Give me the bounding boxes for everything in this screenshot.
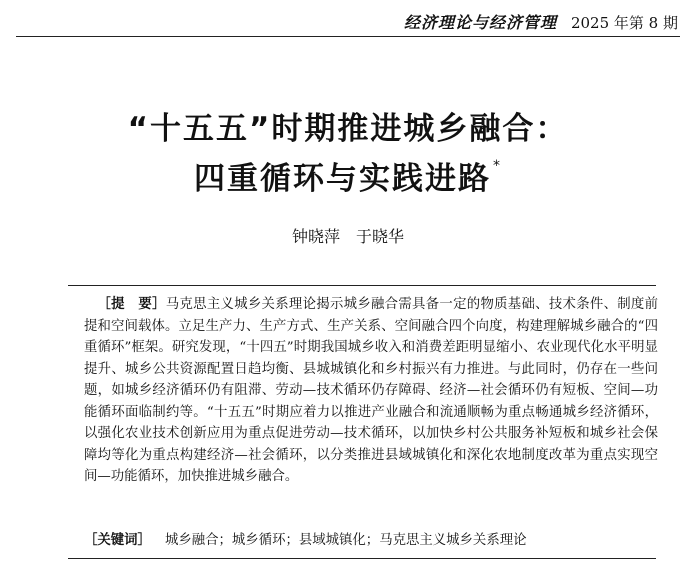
journal-name: 经济理论与经济管理 xyxy=(403,13,557,32)
article-title-line1: “十五五”时期推进城乡融合： xyxy=(127,111,569,147)
running-header xyxy=(404,10,678,33)
article-title-line2 xyxy=(0,153,696,198)
abstract-label: ［提 要］ xyxy=(97,297,166,312)
abstract-paragraph xyxy=(84,294,658,488)
keywords-line xyxy=(84,530,658,551)
authors: 钟晓萍 于晓华 xyxy=(291,227,404,246)
keywords-label: ［关键词］ xyxy=(84,533,151,548)
header-rule xyxy=(16,36,680,37)
title-footnote-mark: * xyxy=(493,157,502,174)
abstract-text: 马克思主义城乡关系理论揭示城乡融合需具备一定的物质基础、技术条件、制度前提和空间载体。立足生产力、生产方式、生产关系、空间融合四个向度，构建理解城乡融合的“四重循环”框架。研究发现，“十四五”时期我国城乡收入和消费差距明显缩小、农业现代化水平明显提升、城乡公共资源配置日趋均衡、县城城镇化和乡村振兴有力推进。与此同时，仍存在一些问题，如城乡经济循环仍有阻滞、劳动—技术循环仍存障碍、经济—社会循环仍有短板、空间—功能循环面临制约等。“十五五”时期应着力以推进产业融合和流通顺畅为重点畅通城乡经济循环，以强化农业技术创新应用为重点促进劳动—技术循环，以加快乡村公共服务补短板和城乡社会保障均等化为重点构建经济—社会循环，以分类推进县域城镇化和深化农地制度改革为重点实现空间—功能循环，加快推进城乡融合。 xyxy=(84,297,659,484)
issue-number: 2025 年第 8 期 xyxy=(570,14,678,32)
article-title-line2-text: 四重循环与实践进路 xyxy=(194,161,491,197)
keywords-text: 城乡融合；城乡循环；县域城镇化；马克思主义城乡关系理论 xyxy=(164,533,527,548)
